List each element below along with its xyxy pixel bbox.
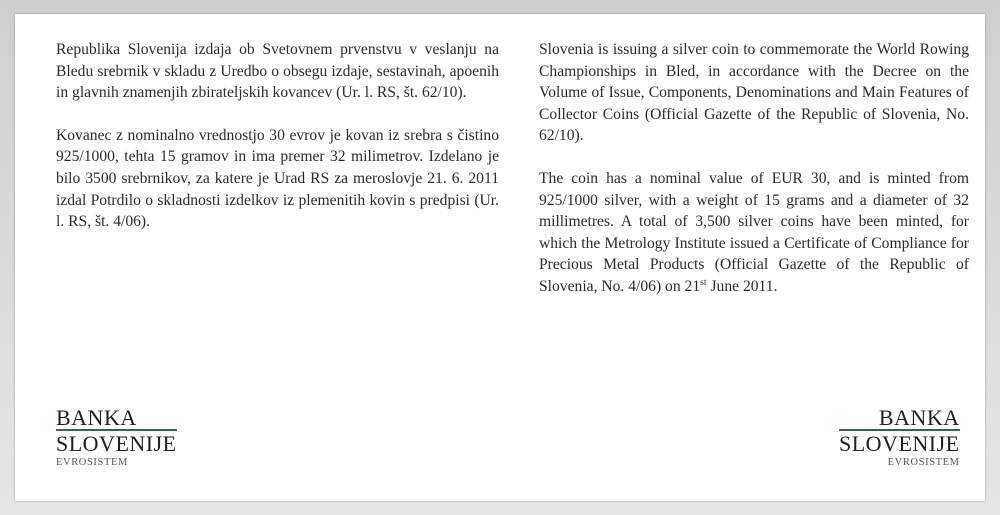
logo-word-banka: BANKA [878, 405, 960, 430]
english-paragraph-2-end: June 2011. [706, 277, 778, 295]
english-text-column [539, 39, 969, 319]
logo-word-slovenije: SLOVENIJE [56, 431, 177, 456]
banka-slovenije-logo-right [839, 406, 960, 471]
english-paragraph-1: Slovenia is issuing a silver coin to commemorate the World Rowing Championships in Bled, in accordance with the Decree on the Volume of Issue, Components, Denominations and Main Features of Collector Coins (Official Gazette of the Republic of Slovenia, No. 62/10). [539, 41, 969, 145]
logo-word-slovenije: SLOVENIJE [839, 431, 960, 456]
logo-word-evrosistem: EVROSISTEM [887, 457, 960, 468]
slovenian-text-column [56, 39, 499, 254]
document-card [15, 14, 985, 501]
slovenian-paragraph-2: Kovanec z nominalno vrednostjo 30 evrov je kovan iz srebra s čistino 925/1000, tehta 15 gramov in ima premer 32 milimetrov. Izdelano je bilo 3500 srebrnikov, za katere je Urad RS za meroslovje 21. 6. 2011 izdal Potrdilo o skladnosti izdelkov iz plemenitih kovin s predpisi (Ur. l. RS, št. 4/06). [56, 126, 499, 231]
banka-slovenije-logo-left [56, 406, 177, 471]
english-paragraph-2 [539, 168, 969, 298]
ordinal-suffix: st [700, 276, 707, 288]
english-paragraph-2-text: The coin has a nominal value of EUR 30, and is minted from 925/1000 silver, with a weight of 15 grams and a diameter of 32 millimetres. A total of 3,500 silver coins have been minted, for which the Metrology Institute issued a Certificate of Compliance for Precious Metal Products (Official Gazette of the Republic of Slovenia, No. 4/06) on 21 [539, 169, 969, 295]
logo-word-banka: BANKA [56, 405, 137, 430]
slovenian-paragraph-1: Republika Slovenija izdaja ob Svetovnem prvenstvu v veslanju na Bledu srebrnik v skladu z Uredbo o obsegu izdaje, sestavinah, apoenih in glavnih znamenjih zbirateljskih kovancev (Ur. l. RS, št. 62/10). [56, 41, 499, 102]
logo-word-evrosistem: EVROSISTEM [56, 457, 128, 468]
